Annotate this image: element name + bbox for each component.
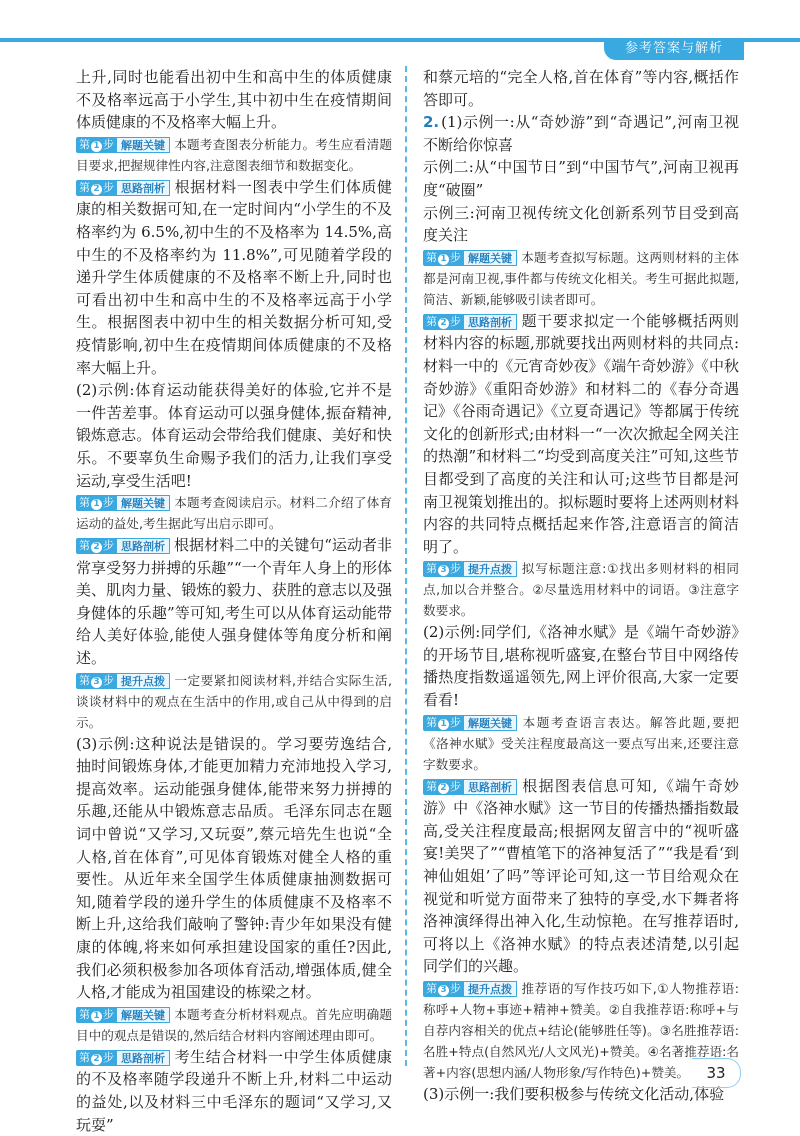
- answer-note: [76, 492, 392, 534]
- paragraph-text: (2)示例:体育运动能获得美好的体验,它并不是一件苦差事。体育运动可以强身健体,振奋精神,锻炼意志。体育运动会带给我们健康、美好和快乐。不要辜负生命赐予我们的活力,让我们享受运动,享受生活吧!: [76, 381, 392, 490]
- paragraph-text: 本题考查图表分析能力。考生应看清题目要求,把握规律性内容,注意图表细节和数据变化。: [76, 136, 392, 173]
- paragraph-text: 考生结合材料一中学生体质健康的不及格率随学段递升不断上升,材料二中运动的益处,以及材料三中毛泽东的题词“又学习,又玩耍”: [76, 1047, 392, 1134]
- step-badge: 第 2 步 思路剖析: [76, 538, 170, 554]
- paragraph-text: 本题考查分析材料观点。首先应明确题目中的观点是错误的,然后结合材料内容阐述理由即可。: [76, 1006, 392, 1043]
- step-badge: 第 1 步 解题关键: [423, 250, 517, 266]
- step-badge: 第 1 步 解题关键: [423, 715, 517, 731]
- step-badge: 第 3 步 提升点拨: [76, 673, 170, 689]
- answer-text: [76, 733, 392, 1004]
- paragraph-text: 根据材料一图表中学生们体质健康的相关数据可知,在一定时间内“小学生的不及格率约为 6.5%,初中生的不及格率为 14.5%,高中生的不及格率约为 11.8%”,可见随着学段的递升学生体质健康的不及格率不断上升,同时也可看出初中生和高中生的不及格率远高于小学生。根据图表中初中生的相关数据分析可知,受疫情影响,初中生在疫情期间体质健康的不及格率大幅上升。: [76, 177, 392, 377]
- question-number: 2.: [423, 113, 440, 132]
- paragraph-text: (3)示例一:我们要积极参与传统文化活动,体验: [423, 1085, 725, 1103]
- step-label: 解题关键: [117, 495, 170, 511]
- paragraph-text: 推荐语的写作技巧如下,①人物推荐语:称呼+人物+事迹+精神+赞美。②自我推荐语:称呼+与自荐内容相关的优点+结论(能够胜任等)。③名胜推荐语:名胜+特点(自然风光/人文风光)+赞美。④名著推荐语:名著+内容(思想内涵/人物形象/写作特色)+赞美。: [423, 981, 739, 1080]
- step-label: 提升点拨: [117, 673, 170, 689]
- step-badge: 第 1 步 解题关键: [76, 137, 170, 153]
- step-label: 解题关键: [464, 250, 517, 266]
- answer-note: [76, 1046, 392, 1136]
- answer-text: [76, 379, 392, 492]
- step-label: 思路剖析: [464, 314, 517, 330]
- paragraph-text: (2)示例:同学们,《洛神水赋》是《端午奇妙游》的开场节目,堪称视听盛宴,在整台节目中网络传播热度指数遥遥领先,网上评价很高,大家一定要看看!: [423, 623, 739, 710]
- step-label: 思路剖析: [117, 180, 170, 196]
- step-badge: 第 1 步 解题关键: [76, 495, 170, 511]
- answer-note: [423, 310, 739, 559]
- step-label: 提升点拨: [464, 561, 517, 577]
- answer-note: [423, 558, 739, 621]
- answer-text: [423, 202, 739, 247]
- answer-note: [423, 247, 739, 310]
- section-title: 参考答案与解析: [604, 38, 744, 60]
- answer-note: [423, 775, 739, 978]
- paragraph-text: 和蔡元培的“完全人格,首在体育”等内容,概括作答即可。: [423, 68, 739, 109]
- answer-text: [423, 111, 739, 156]
- paragraph-text: 本题考查拟写标题。这两则材料的主体都是河南卫视,事件都与传统文化相关。考生可据此拟题,简洁、新颖,能够吸引读者即可。: [423, 249, 739, 307]
- step-badge: 第 2 步 思路剖析: [423, 779, 517, 795]
- step-label: 思路剖析: [464, 779, 517, 795]
- step-badge: 第 3 步 提升点拨: [423, 981, 517, 997]
- answer-note: [76, 1004, 392, 1046]
- left-column: [76, 66, 392, 1136]
- step-label: 解题关键: [117, 1007, 170, 1023]
- answer-text: [423, 66, 739, 111]
- paragraph-text: 根据材料二中的关键句“运动者非常享受努力拼搏的乐趣”“一个青年人身上的形体美、肌肉力量、锻炼的毅力、获胜的意志以及强身健体的乐趣”等可知,考生可以从体育运动能带给人美好体验,能使人强身健体等角度分析和阐述。: [76, 536, 392, 668]
- answer-text: [423, 621, 739, 711]
- step-label: 解题关键: [464, 715, 517, 731]
- answer-note: [423, 712, 739, 775]
- paragraph-text: 题干要求拟定一个能够概括两则材料内容的标题,那就要找出两则材料的共同点:材料一中的《元宵奇妙夜》《端午奇妙游》《中秋奇妙游》《重阳奇妙游》和材料二的《春分奇遇记》《谷雨奇遇记》《立夏奇遇记》等都属于传统文化的创新形式;由材料一“一次次掀起全网关注的热潮”和材料二“均受到高度关注”可知,这些节目都受到了高度的关注和认可;这些节目都是河南卫视策划推出的。拟标题时要将上述两则材料内容的共同特点概括起来作答,注意语言的简洁明了。: [423, 311, 739, 556]
- paragraph-text: 示例二:从“中国节日”到“中国节气”,河南卫视再度“破圈”: [423, 158, 739, 199]
- paragraph-text: 拟写标题注意:①找出多则材料的相同点,加以合并整合。②尽量选用材料中的词语。③注意字数要求。: [423, 561, 739, 619]
- step-label: 提升点拨: [464, 981, 517, 997]
- answer-note: [76, 534, 392, 670]
- step-label: 思路剖析: [117, 538, 170, 554]
- paragraph-text: (3)示例:这种说法是错误的。学习要劳逸结合,抽时间锻炼身体,才能更加精力充沛地投入学习,提高效率。运动能强身健体,能带来努力拼搏的乐趣,还能从中锻炼意志品质。毛泽东同志在题词中曾说“又学习,又玩耍”,蔡元培先生也说“全人格,首在体育”,可见体育锻炼对健全人格的重要性。从近年来全国学生体质健康抽测数据可知,随着学段的递升学生的体质健康不及格率不断上升,这给我们敲响了警钟:青少年如果没有健康的体魄,将来如何承担建设国家的重任?因此,我们必须积极参加各项体育活动,增强体质,健全人格,才能成为祖国建设的栋梁之材。: [76, 734, 392, 1002]
- answer-text: [423, 156, 739, 201]
- step-badge: 第 2 步 思路剖析: [76, 1050, 170, 1066]
- step-badge: 第 2 步 思路剖析: [423, 314, 517, 330]
- step-badge: 第 3 步 提升点拨: [423, 561, 517, 577]
- answer-text: [76, 66, 392, 134]
- step-badge: 第 2 步 思路剖析: [76, 180, 170, 196]
- right-column: [423, 66, 739, 1106]
- column-divider: [405, 66, 407, 1066]
- answer-note: [76, 134, 392, 176]
- answer-note: [76, 176, 392, 379]
- paragraph-text: 本题考查语言表达。解答此题,要把《洛神水赋》受关注程度最高这一要点写出来,还要注意字数要求。: [423, 714, 739, 772]
- paragraph-text: 根据图表信息可知,《端午奇妙游》中《洛神水赋》这一节目的传播热播指数最高,受关注程度最高;根据网友留言中的“视听盛宴!美哭了”“曹植笔下的洛神复活了”“我是看‘到神仙姐姐’了吗”等评论可知,这一节目给观众在视觉和听觉方面带来了独特的享受,水下舞者将洛神演绎得出神入化,生动惊艳。在写推荐语时,可将以上《洛神水赋》的特点表述清楚,以引起同学们的兴趣。: [423, 776, 739, 976]
- step-label: 解题关键: [117, 137, 170, 153]
- paragraph-text: (1)示例一:从“奇妙游”到“奇遇记”,河南卫视不断给你惊喜: [423, 113, 739, 154]
- paragraph-text: 本题考查阅读启示。材料二介绍了体育运动的益处,考生据此写出启示即可。: [76, 495, 392, 532]
- page-number: 33: [692, 1058, 741, 1088]
- answer-note: [76, 670, 392, 733]
- paragraph-text: 上升,同时也能看出初中生和高中生的体质健康不及格率远高于小学生,其中初中生在疫情期间体质健康的不及格率大幅上升。: [76, 68, 392, 132]
- paragraph-text: 一定要紧扣阅读材料,并结合实际生活,谈谈材料中的观点在生活中的作用,或自己从中得到的启示。: [76, 672, 392, 730]
- step-badge: 第 1 步 解题关键: [76, 1007, 170, 1023]
- step-label: 思路剖析: [117, 1050, 170, 1066]
- paragraph-text: 示例三:河南卫视传统文化创新系列节目受到高度关注: [423, 203, 739, 245]
